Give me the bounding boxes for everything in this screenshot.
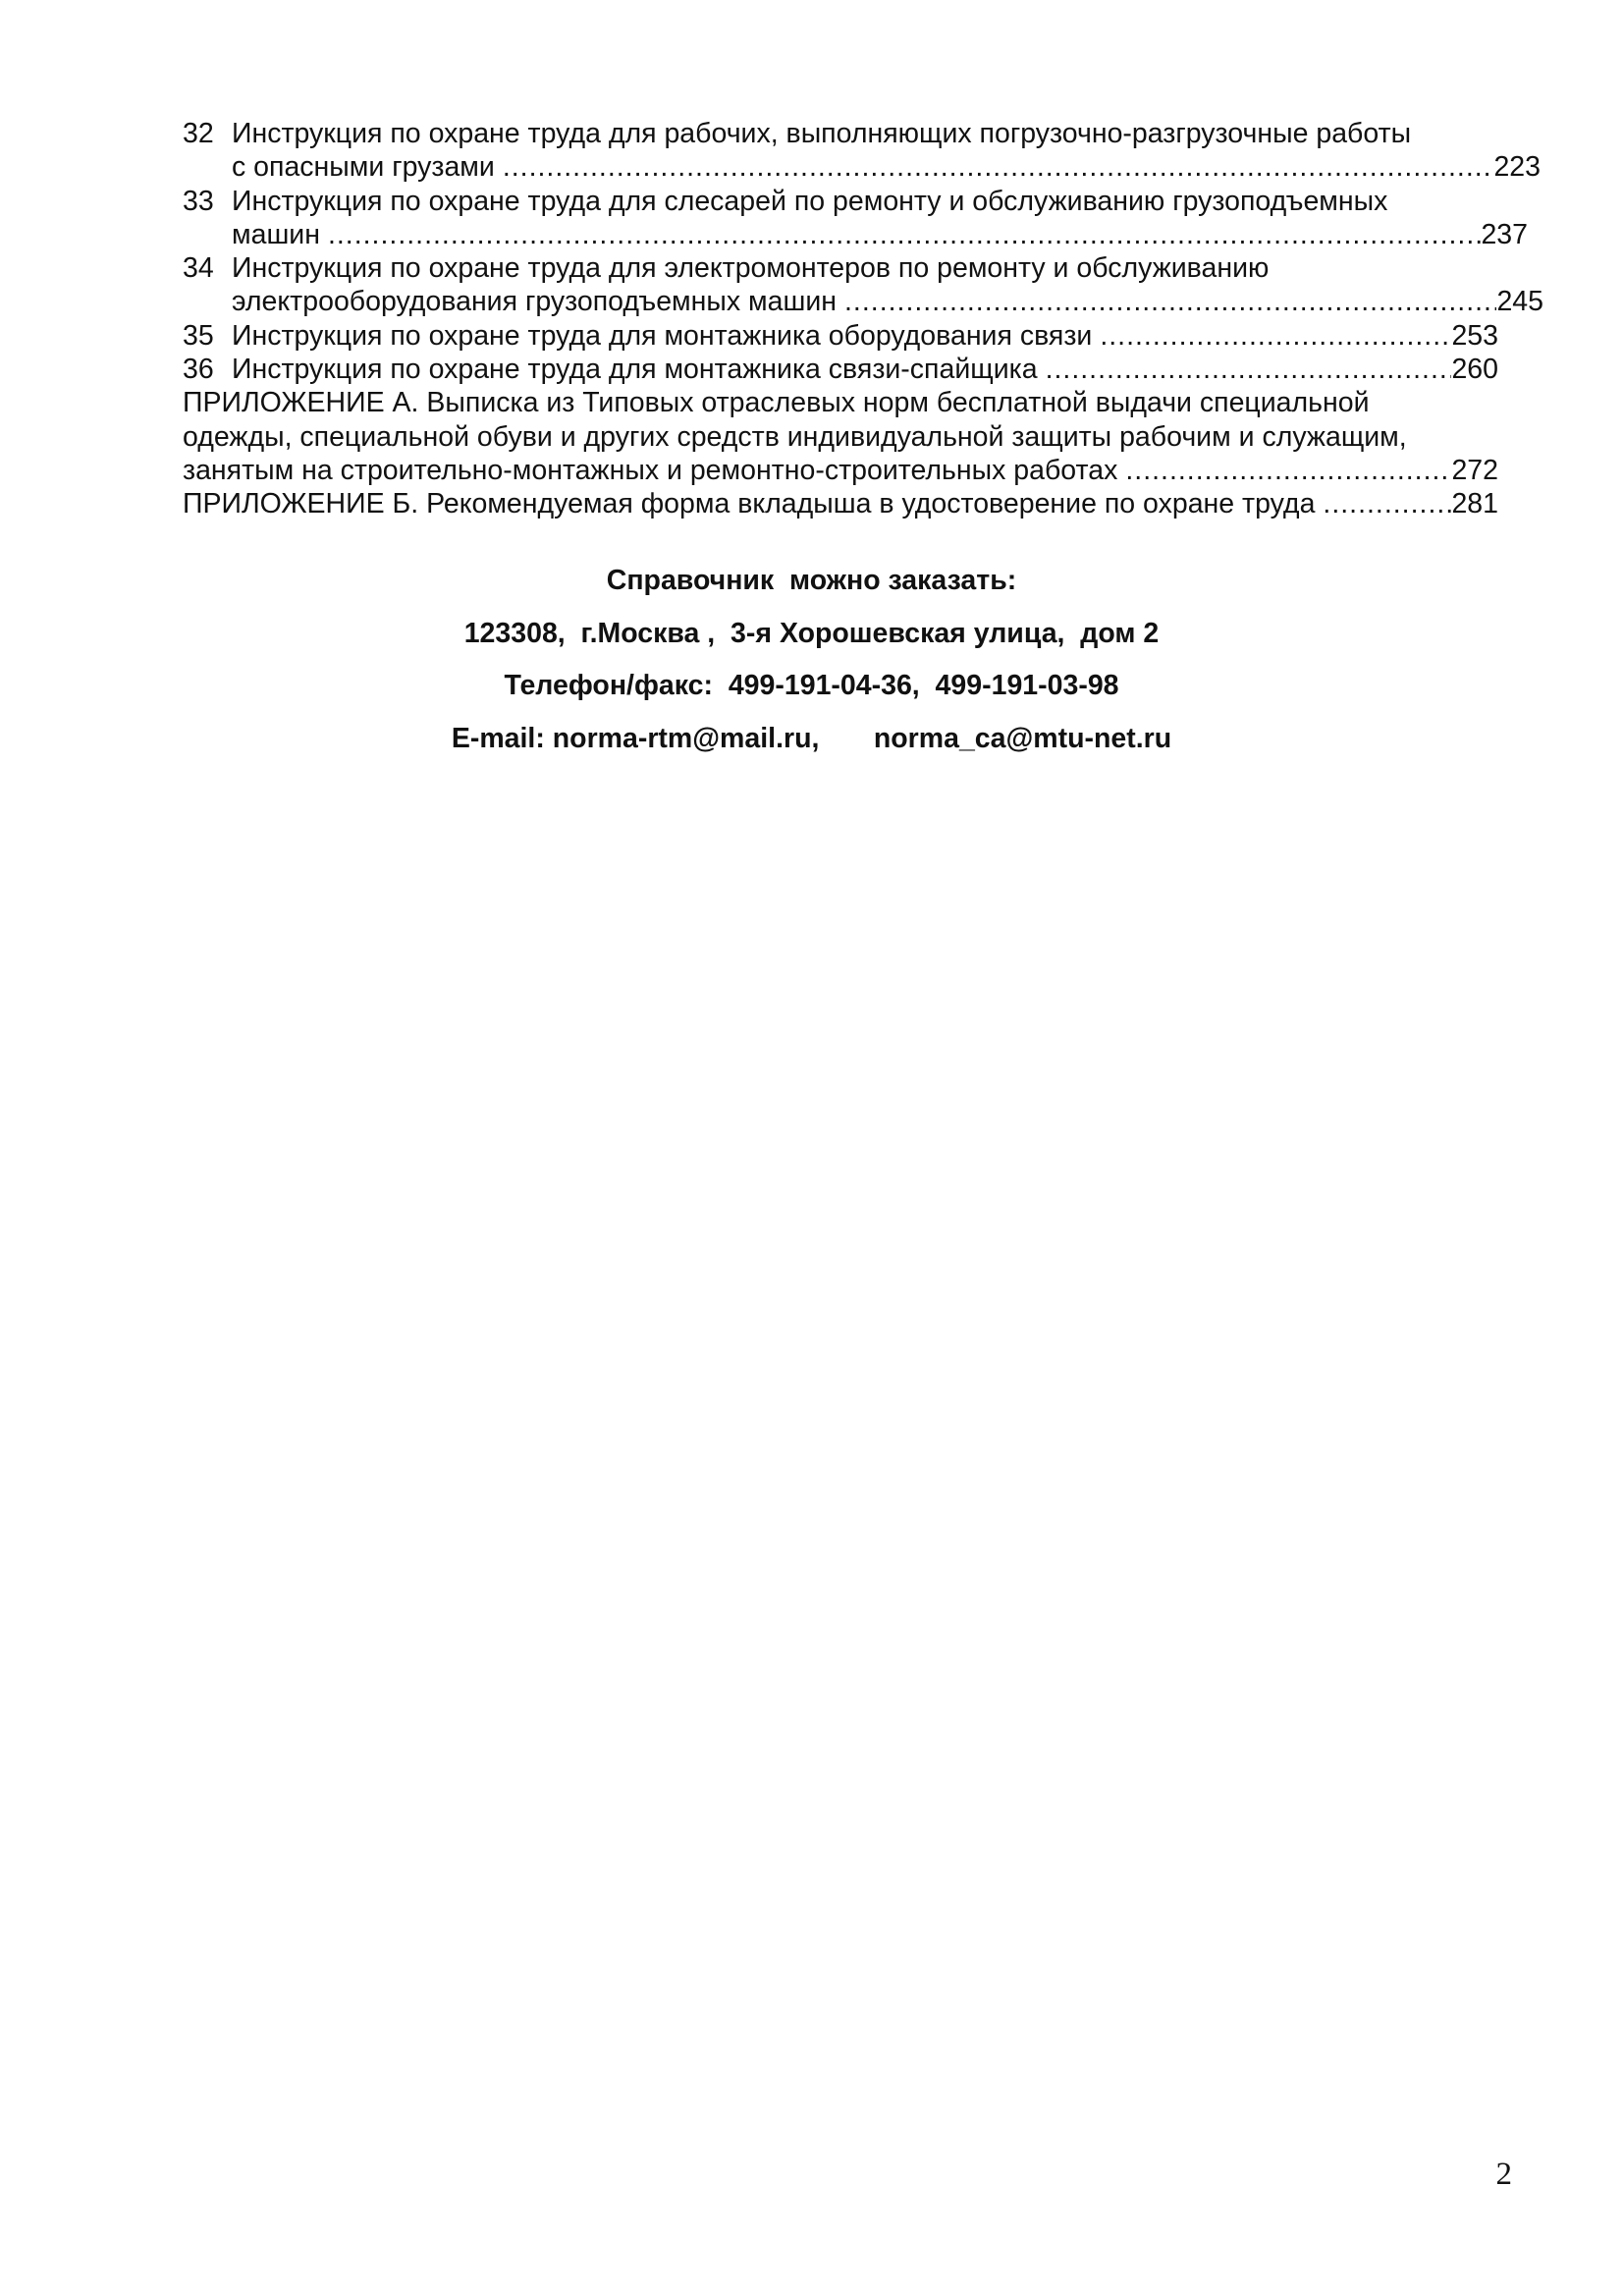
entry-title: Инструкция по охране труда для слесарей по ремонту и обслуживанию грузоподъемных (232, 185, 1388, 217)
entry-page-number: 260 (1451, 354, 1498, 386)
entry-title: Инструкция по охране труда для монтажника связи-спайщика (232, 354, 1038, 386)
page-number: 2 (1495, 2157, 1512, 2192)
toc-appendix-a[interactable] (183, 386, 1503, 487)
entry-page-number: 281 (1451, 488, 1498, 520)
order-heading: Справочник можно заказать: (606, 565, 1017, 596)
entry-number: 36 (183, 354, 214, 386)
dot-leader (495, 150, 1494, 184)
dot-leader (1038, 353, 1452, 386)
entry-page-number: 272 (1451, 454, 1498, 486)
entry-number: 32 (183, 118, 214, 149)
toc-entry-36[interactable] (183, 353, 1498, 386)
phone-fax: Телефон/факс: 499-191-04-36, 499-191-03-98 (504, 670, 1119, 701)
entry-number: 35 (183, 319, 214, 352)
appendix-a-title-line1: ПРИЛОЖЕНИЕ А. Выписка из Типовых отраслевых норм бесплатной выдачи специальной (183, 387, 1370, 419)
dot-leader (1117, 454, 1451, 487)
entry-page-number: 237 (1481, 218, 1528, 250)
entry-title-continued: электрооборудования грузоподъемных машин (232, 286, 838, 318)
toc-entry-33[interactable] (183, 185, 1528, 252)
email-addresses[interactable]: E-mail: norma-rtm@mail.ru, norma_ca@mtu-net.ru (451, 722, 1172, 754)
entry-title: Инструкция по охране труда для электромонтеров по ремонту и обслуживанию (232, 252, 1270, 285)
entry-title-continued: с опасными грузами (232, 151, 495, 184)
toc-appendix-b[interactable] (183, 487, 1498, 520)
entry-title: Инструкция по охране труда для монтажника оборудования связи (232, 319, 1093, 352)
entry-page-number: 253 (1451, 319, 1498, 352)
entry-title-continued: машин (232, 218, 320, 250)
table-of-contents (183, 117, 1543, 521)
dot-leader (320, 218, 1481, 251)
dot-leader (837, 285, 1496, 318)
order-contacts (0, 563, 1623, 773)
dot-leader (1315, 487, 1451, 520)
appendix-a-title-line2: одежды, специальной обуви и других средств индивидуальной защиты рабочим и служащим, (183, 420, 1407, 453)
entry-page-number: 223 (1493, 151, 1541, 184)
postal-address: 123308, г.Москва , 3-я Хорошевская улица, дом 2 (463, 617, 1160, 649)
entry-page-number: 245 (1496, 286, 1543, 318)
entry-title: Инструкция по охране труда для рабочих, выполняющих погрузочно-разгрузочные работы (232, 118, 1412, 149)
entry-number: 33 (183, 185, 214, 217)
toc-entry-34[interactable] (183, 251, 1543, 319)
entry-number: 34 (183, 252, 214, 285)
dot-leader (1092, 319, 1451, 353)
toc-entry-35[interactable] (183, 319, 1498, 353)
appendix-b-title: ПРИЛОЖЕНИЕ Б. Рекомендуемая форма вкладыша в удостоверение по охране труда (183, 488, 1316, 520)
toc-entry-32[interactable] (183, 117, 1541, 185)
appendix-a-title-line3: занятым на строительно-монтажных и ремонтно-строительных работах (183, 454, 1118, 486)
